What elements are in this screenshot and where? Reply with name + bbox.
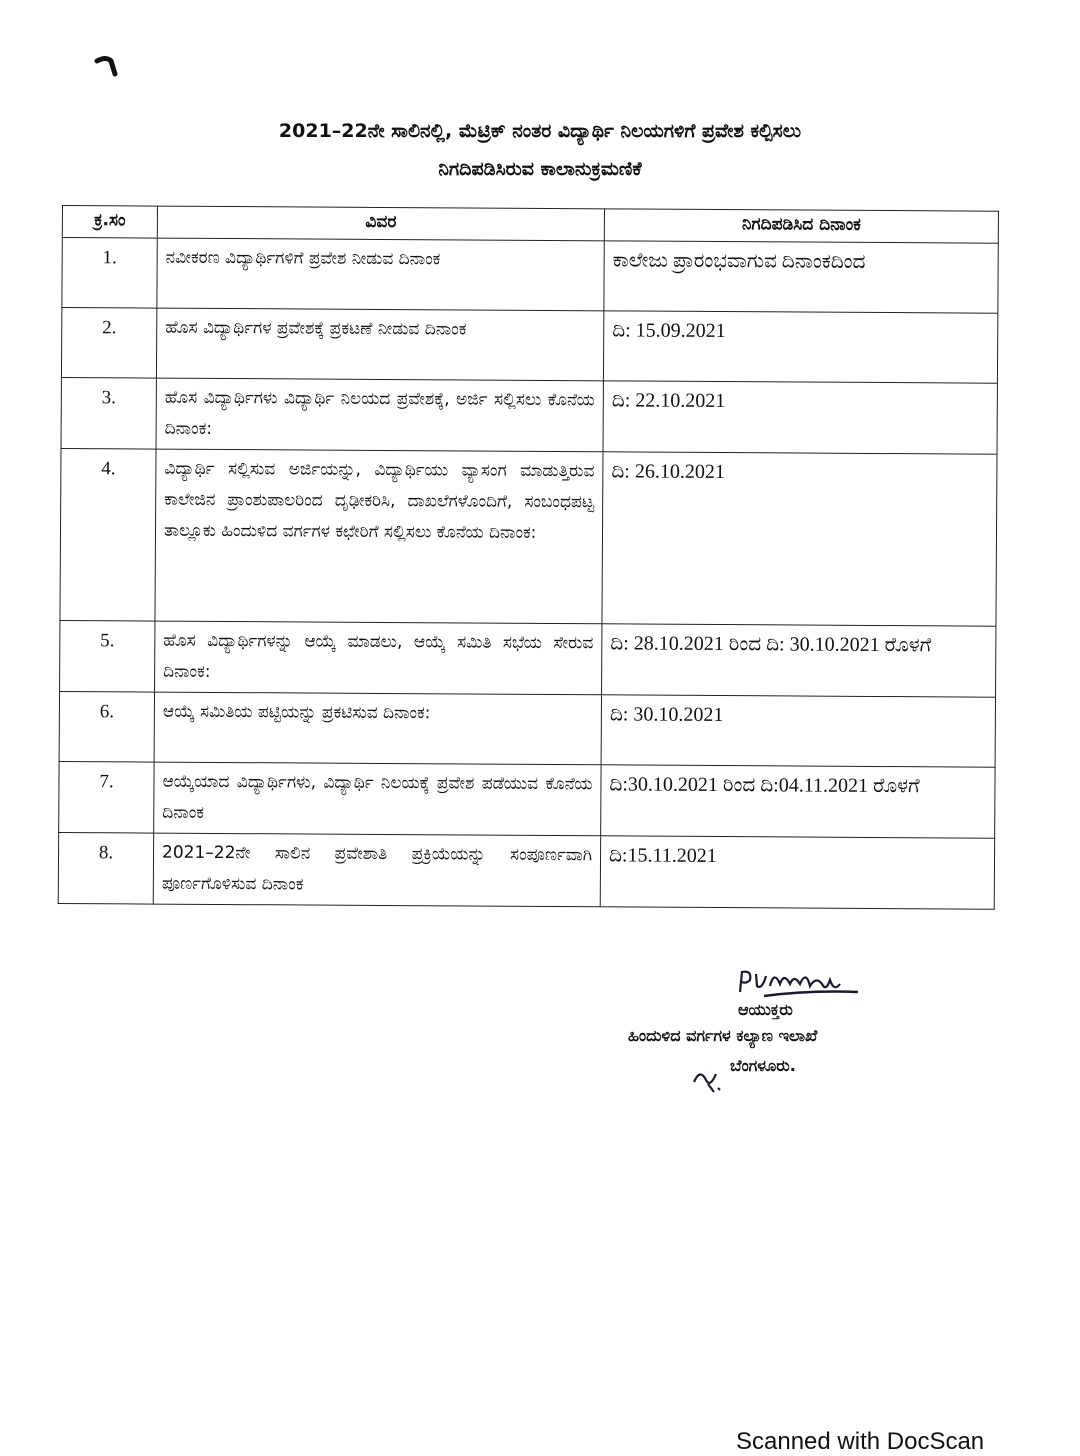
row-date: ದಿ: 26.10.2021 — [602, 452, 997, 626]
designation: ಆಯುಕ್ತರು — [738, 1000, 793, 1019]
table-row — [61, 308, 997, 384]
city-name: ಬೆಂಗಳೂರು. — [730, 1056, 796, 1075]
row-number: 3. — [61, 377, 156, 449]
row-description: ಹೊಸ ವಿದ್ಯಾರ್ಥಿಗಳನ್ನು ಆಯ್ಕೆ ಮಾಡಲು, ಆಯ್ಕೆ ಸಮಿತಿ ಸಭೆಯ ಸೇರುವ ದಿನಾಂಕ: — [155, 621, 602, 695]
row-date: ದಿ:15.11.2021 — [600, 836, 994, 909]
header-details: ವಿವರ — [157, 206, 604, 241]
row-description: 2021–22ನೇ ಸಾಲಿನ ಪ್ರವೇಶಾತಿ ಪ್ರಕ್ರಿಯೆಯನ್ನು ಸಂಪೂರ್ಣವಾಗಿ ಪೂರ್ಣಗೊಳಿಸುವ ದಿನಾಂಕ — [153, 833, 600, 907]
row-description: ನವೀಕರಣ ವಿದ್ಯಾರ್ಥಿಗಳಿಗೆ ಪ್ರವೇಶ ನೀಡುವ ದಿನಾಂಕ — [157, 238, 604, 311]
row-number: 5. — [60, 620, 155, 692]
table-row — [60, 448, 997, 626]
table-row — [60, 620, 996, 697]
document-subtitle: ನಿಗದಿಪಡಿಸಿರುವ ಕಾಲಾನುಕ್ರಮಣಿಕೆ — [438, 158, 642, 180]
row-description: ಆಯ್ಕೆ ಸಮಿತಿಯ ಪಟ್ಟಿಯನ್ನು ಪ್ರಕಟಿಸುವ ದಿನಾಂಕ: — [154, 692, 601, 765]
row-date: ದಿ: 30.10.2021 — [601, 695, 995, 767]
table-row — [59, 691, 995, 767]
schedule-table — [58, 205, 999, 910]
header-fixed-date: ನಿಗದಿಪಡಿಸಿದ ದಿನಾಂಕ — [604, 209, 998, 243]
row-description: ವಿದ್ಯಾರ್ಥಿ ಸಲ್ಲಿಸುವ ಅರ್ಜಿಯನ್ನು, ವಿದ್ಯಾರ್ಥಿಯು ವ್ಯಾಸಂಗ ಮಾಡುತ್ತಿರುವ ಕಾಲೇಜಿನ ಪ್ರಾಂಶುಪಾಲರಿಂದ ದೃಢೀಕರಿಸಿ, ದಾಖಲೆಗಳೊಂದಿಗೆ, ಸಂಬಂಧಪಟ್ಟ ತಾಲ್ಲೂಕು ಹಿಂದುಳಿದ ವರ್ಗಗಳ ಕಛೇರಿಗೆ ಸಲ್ಲಿಸಲು ಕೊನೆಯ ದಿನಾಂಕ: — [155, 449, 603, 624]
handwritten-initial — [690, 1062, 726, 1094]
row-number: 7. — [59, 761, 154, 833]
schedule-table-wrapper — [58, 205, 998, 910]
row-description: ಹೊಸ ವಿದ್ಯಾರ್ಥಿಗಳು ವಿದ್ಯಾರ್ಥಿ ನಿಲಯದ ಪ್ರವೇಶಕ್ಕೆ, ಅರ್ಜಿ ಸಲ್ಲಿಸಲು ಕೊನೆಯ ದಿನಾಂಕ: — [156, 378, 603, 452]
department-name: ಹಿಂದುಳಿದ ವರ್ಗಗಳ ಕಲ್ಯಾಣ ಇಲಾಖೆ — [628, 1026, 818, 1045]
table-row — [62, 238, 998, 314]
row-description: ಆಯ್ಕೆಯಾದ ವಿದ್ಯಾರ್ಥಿಗಳು, ವಿದ್ಯಾರ್ಥಿ ನಿಲಯಕ್ಕೆ ಪ್ರವೇಶ ಪಡೆಯುವ ಕೊನೆಯ ದಿನಾಂಕ — [154, 762, 601, 836]
corner-mark-icon — [94, 52, 120, 78]
row-number: 8. — [58, 832, 153, 904]
row-number: 1. — [62, 238, 157, 309]
row-date: ದಿ:30.10.2021 ರಿಂದ ದಿ:04.11.2021 ರೊಳಗೆ — [601, 765, 995, 838]
row-date: ದಿ: 22.10.2021 — [603, 381, 997, 454]
row-number: 4. — [60, 448, 156, 621]
row-date: ಕಾಲೇಜು ಪ್ರಾರಂಭವಾಗುವ ದಿನಾಂಕದಿಂದ — [604, 241, 998, 313]
header-serial-no: ಕ್ರ.ಸಂ — [62, 206, 157, 239]
row-date: ದಿ: 15.09.2021 — [603, 311, 997, 383]
row-number: 6. — [59, 691, 154, 762]
row-date: ದಿ: 28.10.2021 ರಿಂದ ದಿ: 30.10.2021 ರೊಳಗೆ — [602, 624, 996, 697]
table-row — [58, 832, 994, 909]
table-row — [59, 761, 995, 838]
scan-watermark: Scanned with DocScan — [736, 1428, 985, 1455]
document-title: 2021–22ನೇ ಸಾಲಿನಲ್ಲಿ, ಮೆಟ್ರಿಕ್ ನಂತರ ವಿದ್ಯಾರ್ಥಿ ನಿಲಯಗಳಿಗೆ ಪ್ರವೇಶ ಕಲ್ಪಿಸಲು — [278, 120, 802, 142]
table-row — [61, 377, 997, 454]
row-number: 2. — [61, 308, 156, 379]
row-description: ಹೊಸ ವಿದ್ಯಾರ್ಥಿಗಳ ಪ್ರವೇಶಕ್ಕೆ ಪ್ರಕಟಣೆ ನೀಡುವ ದಿನಾಂಕ — [156, 308, 603, 381]
